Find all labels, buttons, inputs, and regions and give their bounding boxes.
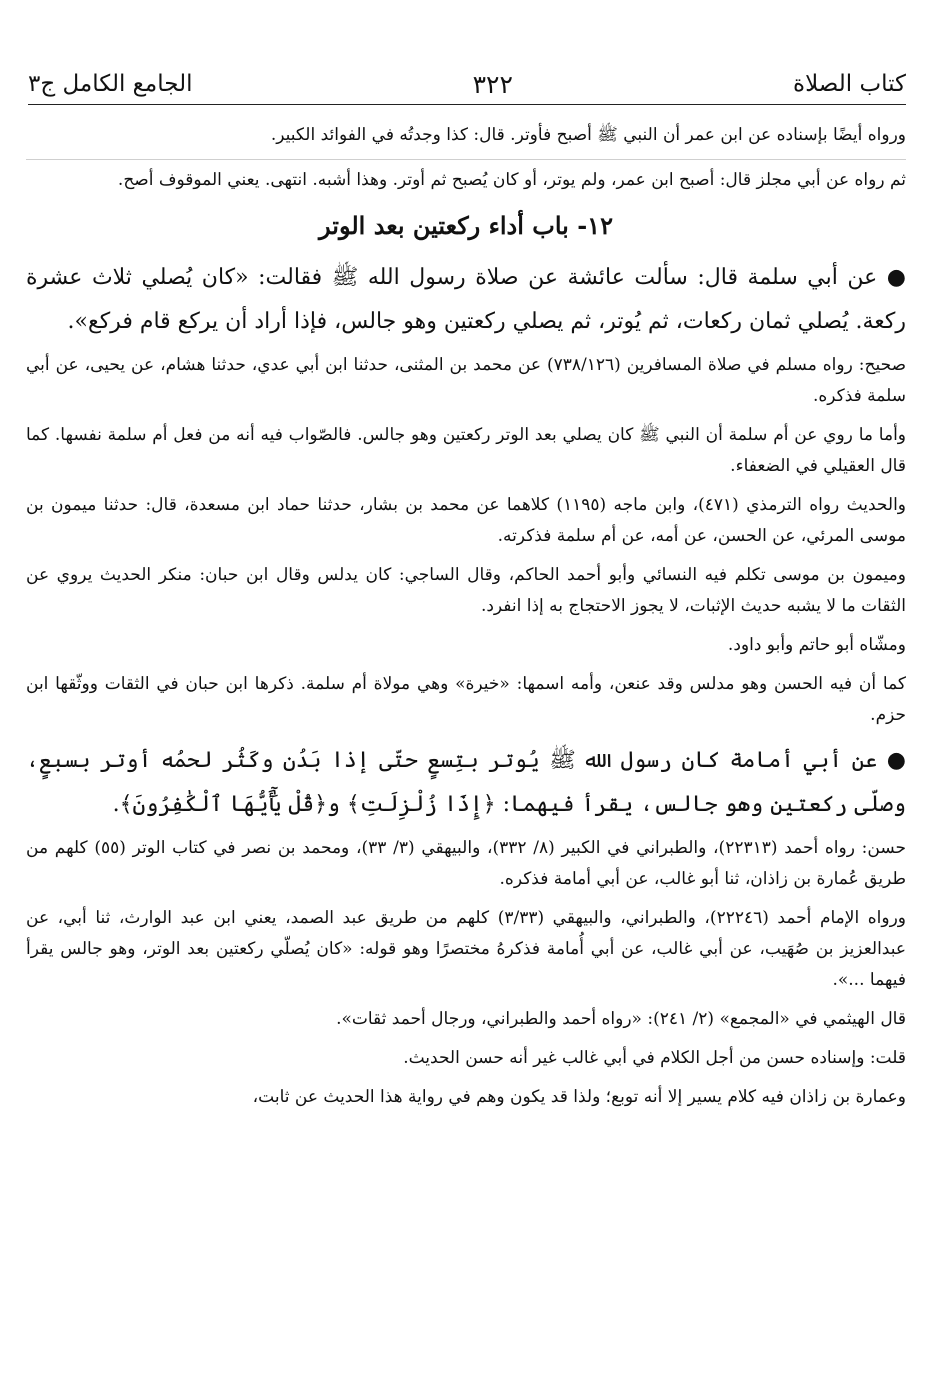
paragraph: ورواه أيضًا بإسناده عن ابن عمر أن النبي ﷺ أصبح فأوتر. قال: كذا وجدتُه في الفوائد الكبير. xyxy=(270,125,906,145)
paragraph: قلت: وإسناده حسن من أجل الكلام في أبي غالب غير أنه حسن الحديث. xyxy=(403,1048,906,1068)
paragraph: كما أن فيه الحسن وهو مدلس وقد عنعن، وأمه اسمها: «خيرة» وهي مولاة أم سلمة. ذكرها ابن حبان في الثقات ووثّقها ابن حزم. xyxy=(26,674,906,725)
paragraph: ومشّاه أبو حاتم وأبو داود. xyxy=(727,635,906,655)
takhrij-paragraph: حسن: رواه أحمد (٢٢٣١٣)، والطبراني في الكبير (٨/ ٣٣٢)، والبيهقي (٣/ ٣٣)، ومحمد بن نصر في كتاب الوتر (٥٥) كلهم من طريق عُمارة بن زاذان، ثنا أبو غالب، عن أبي أمامة فذكره. xyxy=(26,838,907,889)
running-header xyxy=(28,64,906,105)
paragraph: وأما ما روي عن أم سلمة أن النبي ﷺ كان يصلي بعد الوتر ركعتين وهو جالس. فالصّواب فيه أنه من فعل أم سلمة نفسها. كما قال العقيلي في الضعفاء. xyxy=(26,425,906,476)
paragraph: ورواه الإمام أحمد (٢٢٢٤٦)، والطبراني، والبيهقي (٣/٣٣) كلهم من طريق عبد الصمد، يعني ابن عبد الوارث، ثنا أبي، عن عبدالعزيز بن صُهَيب، عن أبي غالب، عن أبي أُمامة فذكرهُ مختصرًا وهو قوله: «كان يُصلّي ركعتين بعد الوتر، وهو جالس يقرأ فيهما ...». xyxy=(26,908,906,990)
book-title: الجامع الكامل ج٣ xyxy=(28,71,193,97)
hadith-text: ● عن أبي سلمة قال: سألت عائشة عن صلاة رسول الله ﷺ فقالت: «كان يُصلي ثلاث عشرة ركعة. يُصلي ثمان ركعات، ثم يُوتر، ثم يصلي ركعتين وهو جالس، فإذا أراد أن يركع قام فركع». xyxy=(26,265,906,334)
chapter-heading: ١٢- باب أداء ركعتين بعد الوتر xyxy=(319,211,613,240)
page-number: ٣٢٢ xyxy=(472,69,513,99)
page-body xyxy=(26,120,906,1121)
book-section-title: كتاب الصلاة xyxy=(793,71,906,97)
paragraph: والحديث رواه الترمذي (٤٧١)، وابن ماجه (١١٩٥) كلاهما عن محمد بن بشار، حدثنا حماد ابن مسعدة، قال: حدثنا ميمون بن موسى المرئي، عن الحسن، عن أمه، عن أم سلمة فذكرته. xyxy=(26,495,906,546)
paragraph: قال الهيثمي في «المجمع» (٢/ ٢٤١): «رواه أحمد والطبراني، ورجال أحمد ثقات». xyxy=(336,1009,906,1029)
paragraph: وميمون بن موسى تكلم فيه النسائي وأبو أحمد الحاكم، وقال الساجي: كان يدلس وقال ابن حبان: منكر الحديث يروي عن الثقات ما لا يشبه حديث الإثبات، لا يجوز الاحتجاج به إذا انفرد. xyxy=(26,565,906,616)
hadith-text: ● عن أبي أمامة كان رسول الله ﷺ يُوتر بتِسعٍ حتّى إذا بَدُن وكَثُر لحمُه أوتر بسبعٍ، وصلّى ركعتين وهو جالس، يقرأ فيهما: ﴿إِذَا زُلْزِلَتِ﴾ و﴿قُلْ يَٰٓأَيُّهَا ٱلْكَٰفِرُونَ﴾. xyxy=(26,748,906,817)
takhrij-paragraph: صحيح: رواه مسلم في صلاة المسافرين (٧٣٨/١٢٦) عن محمد بن المثنى، حدثنا ابن أبي عدي، حدثنا هشام، عن يحيى، عن أبي سلمة فذكره. xyxy=(26,355,906,406)
paragraph: ثم رواه عن أبي مجلز قال: أصبح ابن عمر، ولم يوتر، أو كان يُصبح ثم أوتر. وهذا أشبه. انتهى. يعني الموقوف أصح. xyxy=(26,159,906,196)
paragraph: وعمارة بن زاذان فيه كلام يسير إلا أنه توبع؛ ولذا قد يكون وهم في رواية هذا الحديث عن ثابت، xyxy=(252,1087,906,1107)
